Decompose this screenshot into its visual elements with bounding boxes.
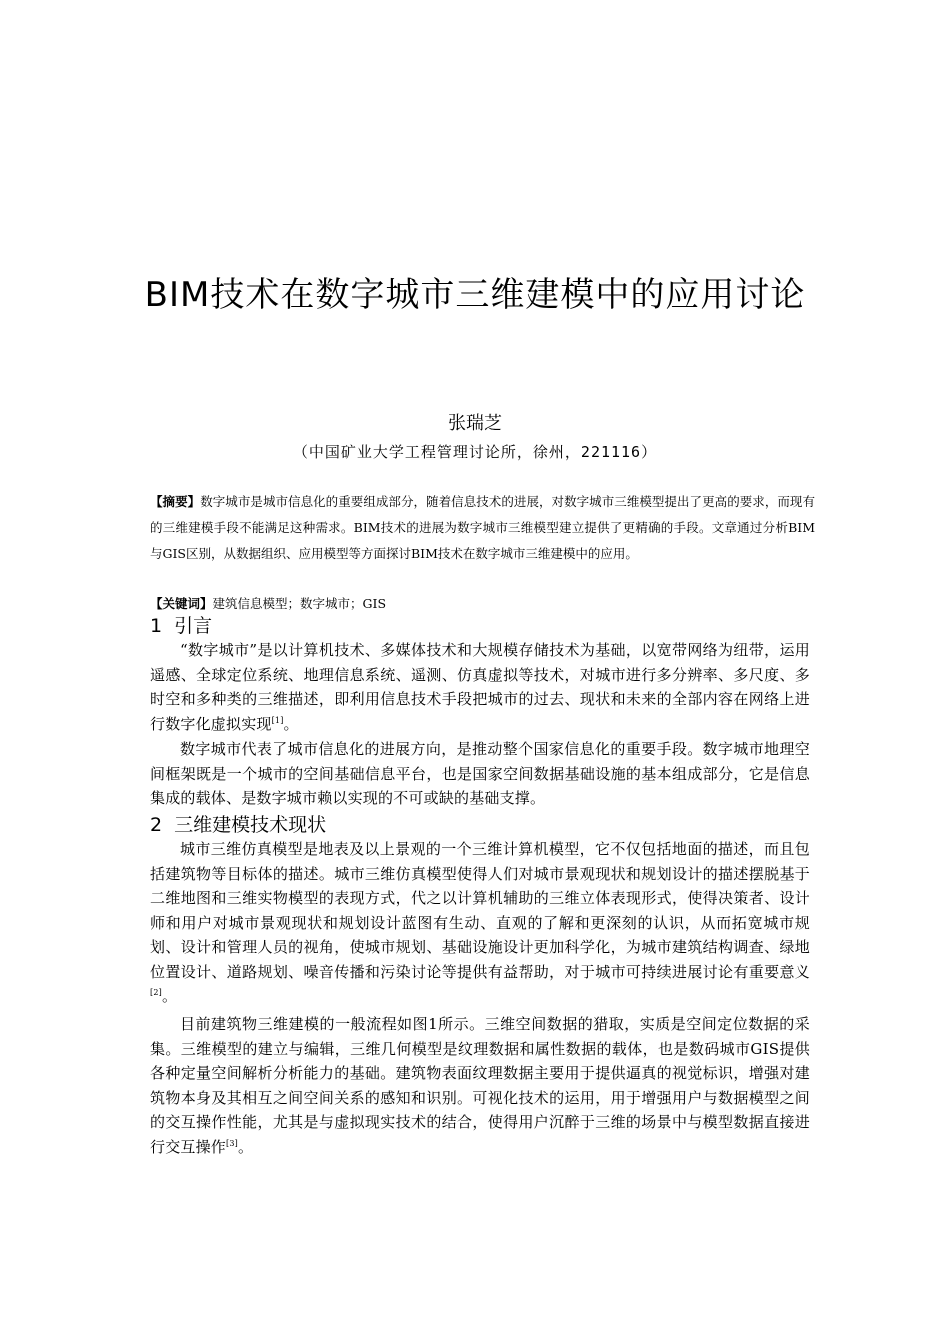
paragraph-text: 数字城市代表了城市信息化的进展方向，是推动整个国家信息化的重要手段。数字城市地理空间框架既是一个城市的空间基础信息平台，也是国家空间数据基础设施的基本组成部分，它是信息集成的载体、是数字城市赖以实现的不可或缺的基础支撑。 <box>150 740 810 807</box>
citation-ref: [1] <box>271 715 284 725</box>
keywords-text: 建筑信息模型；数字城市；GIS <box>212 596 387 611</box>
abstract-label: 【摘要】 <box>150 494 201 509</box>
paragraph <box>150 638 810 736</box>
author-affiliation: （中国矿业大学工程管理讨论所，徐州，221116） <box>292 443 658 461</box>
paragraph-text: 目前建筑物三维建模的一般流程如图1所示。三维空间数据的猎取，实质是空间定位数据的采集。三维模型的建立与编辑，三维几何模型是纹理数据和属性数据的载体，也是数码城市GIS提供各种定量空间解析分析能力的基础。建筑物表面纹理数据主要用于提供逼真的视觉标识，增强对建筑物本身及其相互之间空间关系的感知和识别。可视化技术的运用，用于增强用户与数据模型之间的交互操作性能，尤其是与虚拟现实技术的结合，使得用户沉醉于三维的场景中与模型数据直接进行交互操作 <box>150 1015 810 1156</box>
keywords <box>150 594 815 614</box>
paragraph <box>150 837 810 1009</box>
paragraph-tail: 。 <box>237 1137 254 1156</box>
section-heading-2 <box>150 813 326 837</box>
section-title: 引言 <box>174 615 213 637</box>
citation-ref: [3] <box>226 1138 238 1148</box>
citation-ref: [2] <box>150 988 162 997</box>
section-title: 三维建模技术现状 <box>174 814 327 836</box>
keywords-label: 【关键词】 <box>150 596 213 611</box>
paragraph-tail: 。 <box>283 714 299 733</box>
paragraph-text: 城市三维仿真模型是地表及以上景观的一个三维计算机模型，它不仅包括地面的描述，而且包括建筑物等目标体的描述。城市三维仿真模型使得人们对城市景观现状和规划设计的描述摆脱基于二维地图和三维实物模型的表现方式，代之以计算机辅助的三维立体表现形式，使得决策者、设计师和用户对城市景观现状和规划设计蓝图有生动、直观的了解和更深刻的认识，从而拓宽城市规划、设计和管理人员的视角，使城市规划、基础设施设计更加科学化，为城市建筑结构调查、绿地位置设计、道路规划、噪音传播和污染讨论等提供有益帮助，对于城市可持续进展讨论有重要意义 <box>150 840 810 981</box>
paragraph <box>150 737 810 811</box>
author-name: 张瑞芝 <box>448 413 502 434</box>
section-number: 2 <box>150 814 163 836</box>
paragraph <box>150 1012 810 1159</box>
section-number: 1 <box>150 615 163 637</box>
paragraph-text: “数字城市”是以计算机技术、多媒体技术和大规模存储技术为基础，以宽带网络为纽带，运用遥感、全球定位系统、地理信息系统、遥测、仿真虚拟等技术，对城市进行多分辨率、多尺度、多时空和多种类的三维描述，即利用信息技术手段把城市的过去、现状和未来的全部内容在网络上进行数字化虚拟实现 <box>150 641 810 733</box>
paragraph-tail: 。 <box>161 987 178 1005</box>
abstract <box>150 489 815 567</box>
section-heading-1 <box>150 614 212 638</box>
abstract-text: 数字城市是城市信息化的重要组成部分，随着信息技术的进展，对数字城市三维模型提出了更高的要求，而现有的三维建模手段不能满足这种需求。BIM技术的进展为数字城市三维模型建立提供了更精确的手段。文章通过分析BIM与GIS区别，从数据组织、应用模型等方面探讨BIM技术在数字城市三维建模中的应用。 <box>150 494 815 561</box>
document-title: BIM技术在数字城市三维建模中的应用讨论 <box>144 275 806 315</box>
